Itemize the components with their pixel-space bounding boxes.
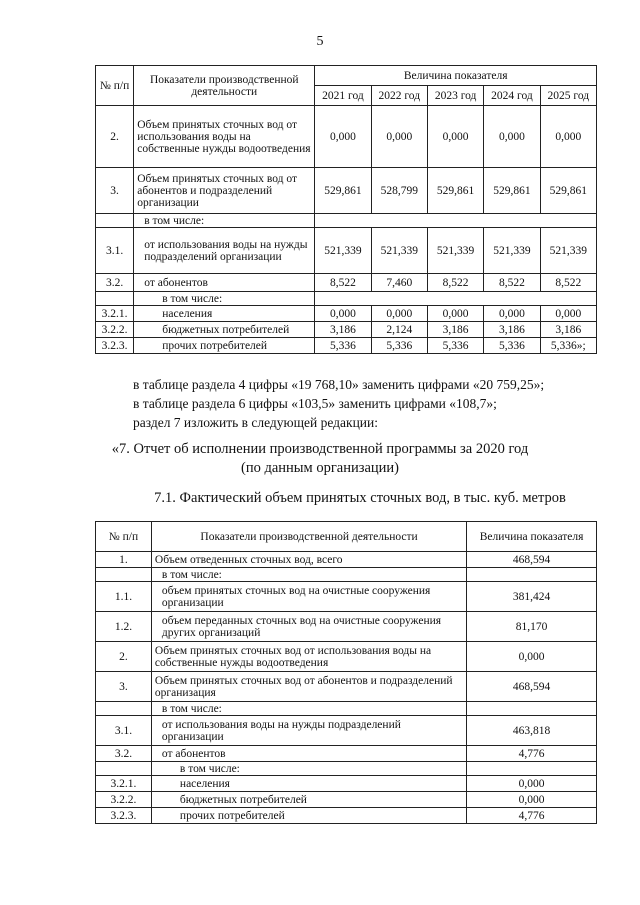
row-label: Объем принятых сточных вод от использования воды на собственные нужды водоотведения [151, 642, 466, 672]
table-row [96, 568, 597, 582]
table-row [96, 582, 597, 612]
row-value: 0,000 [467, 776, 597, 792]
row-num [96, 292, 134, 306]
header-indicators: Показатели производственной деятельности [151, 522, 466, 552]
actual-volume-table [95, 521, 597, 824]
paragraph: в таблице раздела 4 цифры «19 768,10» заменить цифрами «20 759,25»; [133, 377, 545, 392]
row-value: 81,170 [467, 612, 597, 642]
row-value: 529,861 [427, 168, 483, 214]
row-value: 521,339 [315, 228, 371, 274]
row-value: 5,336»; [540, 338, 596, 354]
row-value: 8,522 [315, 274, 371, 292]
row-num: 3.1. [96, 716, 152, 746]
row-value: 8,522 [540, 274, 596, 292]
table-row [96, 702, 597, 716]
row-value: 463,818 [467, 716, 597, 746]
header-year: 2021 год [315, 86, 371, 106]
row-num: 1.1. [96, 582, 152, 612]
table-row [96, 292, 597, 306]
row-value: 5,336 [371, 338, 427, 354]
row-value: 5,336 [484, 338, 540, 354]
row-num: 3.2.1. [96, 306, 134, 322]
header-value: Величина показателя [315, 66, 597, 86]
row-label: Объем принятых сточных вод от использования воды на собственные нужды водоотведения [134, 106, 315, 168]
table-row [96, 552, 597, 568]
table-row [96, 716, 597, 746]
row-value: 2,124 [371, 322, 427, 338]
row-value: 521,339 [484, 228, 540, 274]
row-num: 2. [96, 106, 134, 168]
row-label: населения [134, 306, 315, 322]
table-row [96, 214, 597, 228]
row-value: 4,776 [467, 746, 597, 762]
row-value: 521,339 [371, 228, 427, 274]
row-label: населения [151, 776, 466, 792]
row-num: 3.2.3. [96, 338, 134, 354]
table-row [96, 762, 597, 776]
header-year: 2022 год [371, 86, 427, 106]
row-value: 521,339 [540, 228, 596, 274]
row-value: 0,000 [484, 306, 540, 322]
row-value: 3,186 [484, 322, 540, 338]
row-value: 381,424 [467, 582, 597, 612]
row-value: 3,186 [315, 322, 371, 338]
table-row [96, 106, 597, 168]
row-value: 529,861 [540, 168, 596, 214]
row-value: 0,000 [315, 306, 371, 322]
row-value: 3,186 [540, 322, 596, 338]
row-value: 468,594 [467, 552, 597, 568]
row-num: 3.2. [96, 746, 152, 762]
header-indicators: Показатели производственной деятельности [134, 66, 315, 106]
row-value: 0,000 [467, 642, 597, 672]
row-num: 3.1. [96, 228, 134, 274]
row-value: 0,000 [315, 106, 371, 168]
row-label: прочих потребителей [151, 808, 466, 824]
table-row [96, 672, 597, 702]
row-value [467, 762, 597, 776]
row-label: в том числе: [134, 292, 315, 306]
row-value: 0,000 [427, 306, 483, 322]
production-program-table [95, 65, 597, 354]
row-label: от использования воды на нужды подразделений организации [151, 716, 466, 746]
header-value: Величина показателя [467, 522, 597, 552]
row-label: от абонентов [151, 746, 466, 762]
row-label: в том числе: [151, 568, 466, 582]
paragraph: раздел 7 изложить в следующей редакции: [133, 415, 379, 430]
row-value: 5,336 [315, 338, 371, 354]
table-row [96, 274, 597, 292]
row-num: 3.2.2. [96, 792, 152, 808]
row-num: 1. [96, 552, 152, 568]
row-label: в том числе: [134, 214, 315, 228]
row-label: бюджетных потребителей [151, 792, 466, 808]
table-row [96, 228, 597, 274]
table-row [96, 168, 597, 214]
row-value [467, 568, 597, 582]
row-label: Объем принятых сточных вод от абонентов и подразделений организация [151, 672, 466, 702]
row-value: 3,186 [427, 322, 483, 338]
page-number: 5 [316, 34, 324, 49]
row-num: 3.2.2. [96, 322, 134, 338]
table-row [96, 776, 597, 792]
row-num: 3.2.3. [96, 808, 152, 824]
row-label: от абонентов [134, 274, 315, 292]
row-value: 8,522 [427, 274, 483, 292]
row-num [96, 702, 152, 716]
row-value: 0,000 [371, 306, 427, 322]
row-value: 521,339 [427, 228, 483, 274]
row-label: бюджетных потребителей [134, 322, 315, 338]
table-row [96, 338, 597, 354]
header-num: № п/п [96, 66, 134, 106]
row-label: в том числе: [151, 762, 466, 776]
row-num: 3. [96, 672, 152, 702]
table-row [96, 306, 597, 322]
row-value: 529,861 [315, 168, 371, 214]
header-year: 2025 год [540, 86, 596, 106]
row-empty [315, 292, 597, 306]
row-num [96, 214, 134, 228]
header-num: № п/п [96, 522, 152, 552]
row-label: прочих потребителей [134, 338, 315, 354]
table-row [96, 746, 597, 762]
row-value: 0,000 [540, 106, 596, 168]
table-row [96, 808, 597, 824]
row-value: 0,000 [484, 106, 540, 168]
section-subtitle: (по данным организации) [240, 460, 399, 476]
row-value: 0,000 [540, 306, 596, 322]
row-value [467, 702, 597, 716]
subsection-title: 7.1. Фактический объем принятых сточных вод, в тыс. куб. метров [154, 490, 566, 506]
row-num: 3. [96, 168, 134, 214]
header-year: 2024 год [484, 86, 540, 106]
table-row [96, 642, 597, 672]
row-label: объем переданных сточных вод на очистные сооружения других организаций [151, 612, 466, 642]
row-value: 7,460 [371, 274, 427, 292]
row-label: Объем отведенных сточных вод, всего [151, 552, 466, 568]
row-empty [315, 214, 597, 228]
row-value: 4,776 [467, 808, 597, 824]
header-year: 2023 год [427, 86, 483, 106]
row-num [96, 568, 152, 582]
paragraph: в таблице раздела 6 цифры «103,5» заменить цифрами «108,7»; [133, 396, 497, 411]
row-value: 529,861 [484, 168, 540, 214]
table-row [96, 792, 597, 808]
table-row [96, 612, 597, 642]
row-value: 468,594 [467, 672, 597, 702]
row-value: 528,799 [371, 168, 427, 214]
row-value: 8,522 [484, 274, 540, 292]
row-label: Объем принятых сточных вод от абонентов и подразделений организации [134, 168, 315, 214]
row-value: 0,000 [467, 792, 597, 808]
row-num: 3.2. [96, 274, 134, 292]
row-label: от использования воды на нужды подразделений организации [134, 228, 315, 274]
row-num: 1.2. [96, 612, 152, 642]
row-num: 2. [96, 642, 152, 672]
section-title: «7. Отчет об исполнении производственной программы за 2020 год [111, 441, 529, 457]
row-label: объем принятых сточных вод на очистные сооружения организации [151, 582, 466, 612]
row-num [96, 762, 152, 776]
row-value: 0,000 [371, 106, 427, 168]
table-row [96, 322, 597, 338]
row-label: в том числе: [151, 702, 466, 716]
row-value: 0,000 [427, 106, 483, 168]
row-num: 3.2.1. [96, 776, 152, 792]
row-value: 5,336 [427, 338, 483, 354]
